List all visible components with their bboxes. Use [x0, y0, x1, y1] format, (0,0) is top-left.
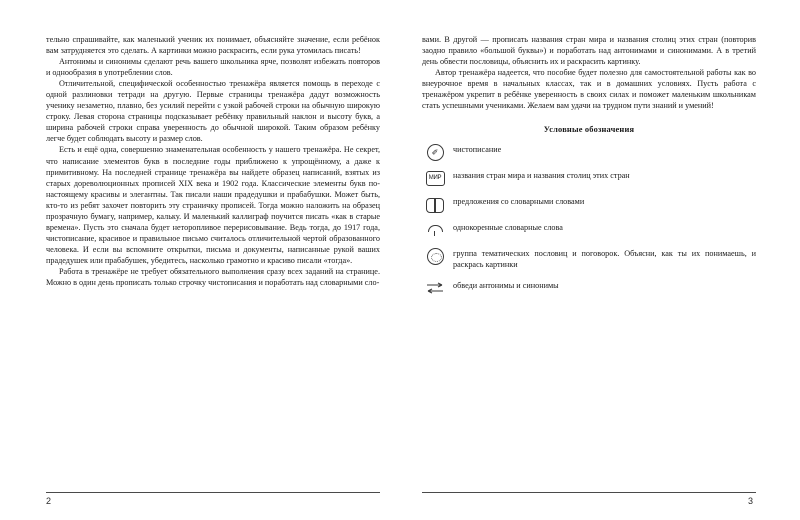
- sun-icon: [422, 247, 448, 265]
- pen-circle-icon: ✐: [422, 143, 448, 161]
- paragraph: Есть и ещё одна, совершенно знаменательная особенность у нашего тренажёра. Не секрет, что написание элементов букв в последние годы приближено к упрощённому, а даже к примитивному. На последней странице тренажёра вы найдете образец написаний, взятых из старых дореволюционных прописей XIX века и 1902 года. Классические элементы букв по-настоящему красивы и элегантны. Так писали наши прадедушки и прабабушки. Может быть, кто-то из ребят захочет повторить эту страничку прописей. Тогда можно наложить на образец прозрачную бумагу, например, кальку. И маленький каллиграф поучится писать «как в старые времена». Пусть это сначала будет неторопливое перерисовывание. Ведь тогда, до 1917 года, чистописание, красивое и правильное письмо считалось отличительной чертой образованного человека. И если вы вспомните открытки, письма и документы, написанные рукой ваших прадедушек или прабабушек, убедитесь, насколько грамотно и красиво писали «тогда».: [46, 145, 380, 265]
- legend-item-label: названия стран мира и названия столиц этих стран: [453, 171, 630, 181]
- legend-item-label: предложения со словарными словами: [453, 197, 585, 207]
- legend-item: [422, 143, 756, 161]
- two-arrows-icon: [422, 279, 448, 297]
- left-page-number: 2: [46, 496, 52, 506]
- legend-item-label: чистописание: [453, 145, 502, 155]
- paragraph: Автор тренажёра надеется, что пособие будет полезно для самостоятельной работы как во внеурочное время в начальных классах, так и в домашних условиях. Пусть работа с тренажёром укрепит в ребёнке уверенность в своих силах и поможет маленьким школьникам стать успешными учениками. Желаем вам удачи на трудном пути знаний и умений!: [422, 68, 756, 111]
- paragraph: тельно спрашивайте, как маленький ученик их понимает, объясняйте значение, если ребёнок вам затрудняется это сделать. А картинки можно раскрасить, если рука утомилась писать!: [46, 35, 380, 56]
- spread-columns: [0, 34, 800, 474]
- legend-item-label: обведи антонимы и синонимы: [453, 280, 559, 290]
- right-page-column: [400, 34, 800, 474]
- legend-item: [422, 169, 756, 187]
- legend-item-label: группа тематических пословиц и поговорок. Объясни, как ты их понимаешь, и раскрась картинки: [453, 249, 756, 269]
- right-page-number: 3: [748, 496, 754, 506]
- legend-item: [422, 221, 756, 239]
- paragraph: Отличительной, специфической особенностью тренажёра является помощь в переходе с одной разлиновки тетради на другую. Первые страницы тренажёра дадут возможность ученику незаметно, плавно, без усилий перейти с узкой рабочей строки на обычную широкую строку. Левая сторона страницы подсказывает ребёнку правильный наклон и высоту букв, а ширина рабочей строки справа уверенность до обычной широкой. Таким образом ребёнку легче будет соблюдать высоту и размер слов.: [46, 79, 380, 144]
- legend-item: [422, 195, 756, 213]
- paragraph: Работа в тренажёре не требует обязательного выполнения сразу всех заданий на странице. Можно в один день прописать только строчку чистописания и поработать над словарными сло-: [46, 266, 380, 288]
- legend-item-label: однокоренные словарные слова: [453, 223, 563, 233]
- globe-icon: МИР: [422, 169, 448, 187]
- legend-block: [422, 125, 756, 296]
- legend-item: [422, 247, 756, 270]
- word-root-icon: [422, 221, 448, 239]
- paragraph: вами. В другой — прописать названия стран мира и названия столиц этих стран (повторив заодно правило «большой буквы») и поработать над антонимами и синонимами. А в третий день обвести пословицы, объяснить их и раскрасить картинку.: [422, 35, 756, 67]
- right-page-footer-rule: [422, 492, 756, 493]
- open-book-icon: [422, 195, 448, 213]
- legend-title: Условные обозначения: [543, 125, 635, 135]
- left-page-column: [0, 34, 400, 474]
- paragraph: Антонимы и синонимы сделают речь вашего школьника ярче, позволят избежать повторов и однообразия в употреблении слов.: [46, 57, 380, 78]
- left-page-footer-rule: [46, 492, 380, 493]
- legend-item: [422, 279, 756, 297]
